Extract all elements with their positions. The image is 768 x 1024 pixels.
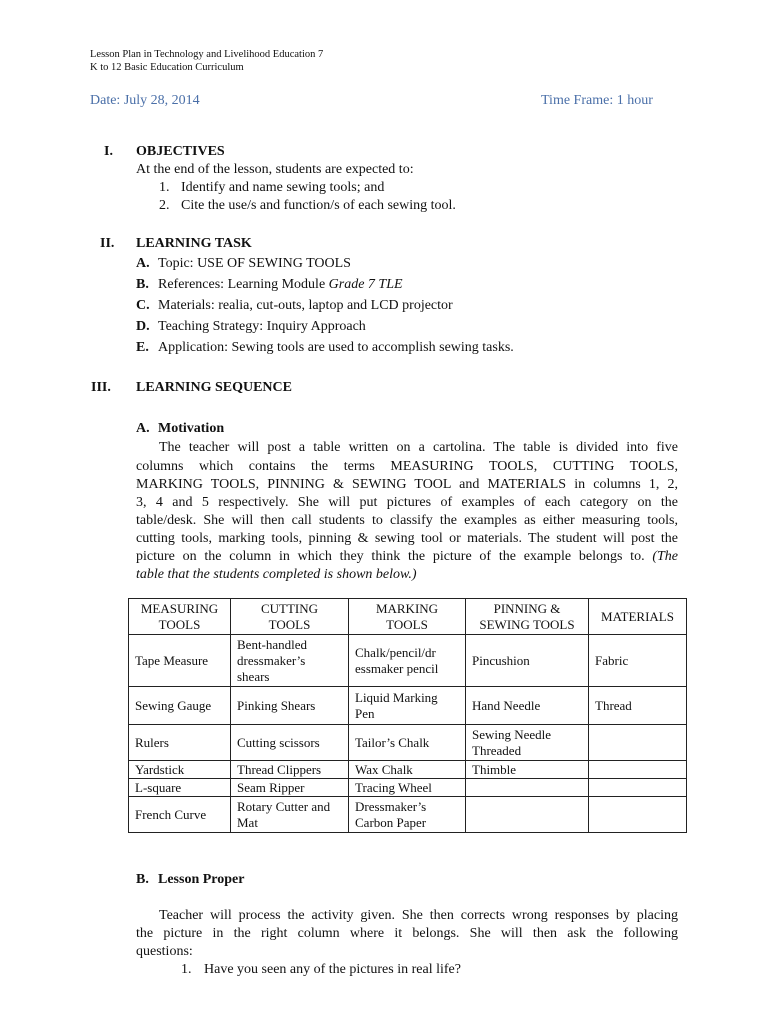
table-cell: Hand Needle	[466, 687, 589, 725]
table-cell: Sewing Gauge	[129, 687, 231, 725]
table-cell: Cutting scissors	[231, 725, 349, 761]
task-item-letter: A.	[136, 256, 150, 271]
column-header: MEASURING TOOLS	[129, 599, 231, 635]
paragraph-line: MARKING TOOLS, PINNING & SEWING TOOL and MATERIALS in columns 1, 2,	[136, 477, 678, 492]
table-cell: L-square	[129, 779, 231, 797]
column-header: PINNING & SEWING TOOLS	[466, 599, 589, 635]
learning-task-number: II.	[100, 236, 115, 251]
table-cell: Wax Chalk	[349, 761, 466, 779]
table-cell: Pinking Shears	[231, 687, 349, 725]
table-cell	[466, 797, 589, 833]
objective-item-number: 2.	[159, 198, 170, 213]
objective-item-text: Cite the use/s and function/s of each sewing tool.	[181, 198, 456, 213]
table-cell	[589, 761, 687, 779]
table-cell: Thread Clippers	[231, 761, 349, 779]
paragraph-line: The teacher will post a table written on a cartolina. The table is divided into five	[159, 440, 678, 455]
paragraph-line: the picture in the right column where it belongs. She will then ask the following	[136, 926, 678, 941]
objectives-number: I.	[104, 144, 113, 159]
task-item-letter: D.	[136, 319, 150, 334]
reference-title: Grade 7 TLE	[328, 277, 403, 292]
table-cell: Tape Measure	[129, 635, 231, 687]
paragraph-line: table/desk. She will then call students to classify the examples as either measuring tools,	[136, 513, 678, 528]
motivation-title: Motivation	[158, 421, 225, 436]
objective-item-number: 1.	[159, 180, 170, 195]
lesson-proper-title: Lesson Proper	[158, 872, 245, 887]
objectives-title: OBJECTIVES	[136, 144, 225, 159]
table-cell: Liquid Marking Pen	[349, 687, 466, 725]
column-header: MATERIALS	[589, 599, 687, 635]
table-cell: Thimble	[466, 761, 589, 779]
paragraph-line: questions:	[136, 944, 193, 959]
table-row	[129, 687, 687, 725]
table-cell: Seam Ripper	[231, 779, 349, 797]
question-number: 1.	[181, 962, 192, 977]
table-cell: Tailor’s Chalk	[349, 725, 466, 761]
task-item-text: References: Learning Module Grade 7 TLE	[158, 277, 403, 292]
learning-sequence-number: III.	[91, 380, 111, 395]
paragraph-line: table that the students completed is shown below.)	[136, 567, 417, 582]
table-cell: Rulers	[129, 725, 231, 761]
table-cell: Tracing Wheel	[349, 779, 466, 797]
paragraph-line: picture on the column in which they think the picture of the example belongs to. (The	[136, 549, 678, 564]
table-cell: French Curve	[129, 797, 231, 833]
table-cell: Dressmaker’s Carbon Paper	[349, 797, 466, 833]
paragraph-line: cutting tools, marking tools, pinning & sewing tool or materials. The student will post the	[136, 531, 678, 546]
task-item-text: Teaching Strategy: Inquiry Approach	[158, 319, 366, 334]
task-item-letter: C.	[136, 298, 150, 313]
task-item-letter: E.	[136, 340, 149, 355]
paragraph-line: Teacher will process the activity given. She then corrects wrong responses by placing	[159, 908, 678, 923]
table-row	[129, 797, 687, 833]
document-header-line2: K to 12 Basic Education Curriculum	[90, 62, 244, 73]
time-frame-label: Time Frame: 1 hour	[541, 93, 653, 108]
table-cell: Thread	[589, 687, 687, 725]
column-header: MARKING TOOLS	[349, 599, 466, 635]
table-row	[129, 779, 687, 797]
motivation-letter: A.	[136, 421, 150, 436]
document-header-line1: Lesson Plan in Technology and Livelihood Education 7	[90, 49, 324, 60]
question-text: Have you seen any of the pictures in real life?	[204, 962, 461, 977]
task-item-text: Materials: realia, cut-outs, laptop and LCD projector	[158, 298, 453, 313]
table-header-row	[129, 599, 687, 635]
table-cell: Bent-handled dressmaker’s shears	[231, 635, 349, 687]
task-item-letter: B.	[136, 277, 149, 292]
objective-item-text: Identify and name sewing tools; and	[181, 180, 385, 195]
table-row	[129, 725, 687, 761]
table-cell: Rotary Cutter and Mat	[231, 797, 349, 833]
table-row	[129, 635, 687, 687]
table-cell	[589, 725, 687, 761]
lesson-proper-letter: B.	[136, 872, 149, 887]
date-label: Date: July 28, 2014	[90, 93, 200, 108]
learning-task-title: LEARNING TASK	[136, 236, 252, 251]
table-cell	[589, 779, 687, 797]
table-row	[129, 761, 687, 779]
learning-sequence-title: LEARNING SEQUENCE	[136, 380, 292, 395]
objectives-intro: At the end of the lesson, students are expected to:	[136, 162, 414, 177]
table-cell: Pincushion	[466, 635, 589, 687]
paragraph-line: 3, 4 and 5 respectively. She will put pictures of examples of each category on the	[136, 495, 678, 510]
task-item-text: Topic: USE OF SEWING TOOLS	[158, 256, 351, 271]
table-cell	[589, 797, 687, 833]
table-cell: Fabric	[589, 635, 687, 687]
paragraph-line: columns which contains the terms MEASURING TOOLS, CUTTING TOOLS,	[136, 459, 678, 474]
table-cell: Chalk/pencil/dr essmaker pencil	[349, 635, 466, 687]
column-header: CUTTING TOOLS	[231, 599, 349, 635]
table-cell: Yardstick	[129, 761, 231, 779]
sewing-tools-table	[128, 598, 687, 833]
task-item-text: Application: Sewing tools are used to accomplish sewing tasks.	[158, 340, 514, 355]
table-cell	[466, 779, 589, 797]
table-cell: Sewing Needle Threaded	[466, 725, 589, 761]
